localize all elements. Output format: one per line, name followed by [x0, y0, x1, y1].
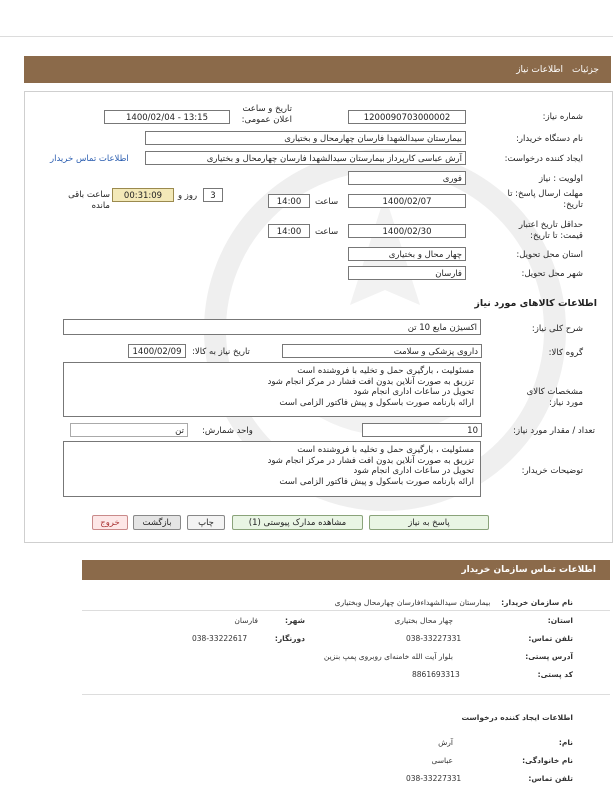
view-attachments-button[interactable]: مشاهده مدارک پیوستی (1) [232, 515, 363, 530]
validity-label: حداقل تاریخ اعتبار قیمت: تا تاریخ: [518, 220, 583, 241]
remaining-time-field: 00:31:09 [112, 188, 174, 202]
requester-first-name-value: آرش [438, 738, 453, 747]
priority-label: اولویت : نیاز [538, 174, 583, 184]
buyer-org-label: نام دستگاه خریدار: [516, 134, 583, 144]
requester-field: آرش عباسی کارپرداز بیمارستان سیدالشهدا فارسان چهارمحال و بختیاری [145, 151, 466, 165]
need-number-label: شماره نیاز: [542, 112, 583, 122]
notes-line: مسئولیت ، بارگیری حمل و تخلیه با فروشنده است [297, 445, 474, 455]
page-header [24, 56, 611, 83]
contact-phone-label: تلفن تماس: [528, 634, 573, 643]
specs-line: مسئولیت ، بارگیری حمل و تخلیه با فروشنده است [297, 366, 474, 376]
requester-last-name-value: عباسی [431, 756, 453, 765]
contact-org-row [53, 598, 573, 608]
contact-org-value: بیمارستان سیدالشهداءفارسان چهارمحال وبختیاری [334, 598, 491, 607]
quantity-field: 10 [362, 423, 482, 437]
buyer-notes-textarea [63, 441, 481, 497]
delivery-province-label: استان محل تحویل: [516, 250, 583, 260]
deadline-label: مهلت ارسال پاسخ: تا تاریخ: [507, 189, 583, 210]
contact-fax-label: دورنگار: [274, 634, 305, 643]
buyer-contact-link[interactable]: اطلاعات تماس خریدار [50, 154, 129, 164]
specs-textarea [63, 362, 481, 417]
buyer-org-field: بیمارستان سیدالشهدا فارسان چهارمحال و بختیاری [145, 131, 466, 145]
breadcrumb-details[interactable]: جزئیات [572, 65, 599, 75]
requester-first-name-label: نام: [558, 738, 573, 747]
requester-phone-label: تلفن تماس: [528, 774, 573, 783]
unit-label: واحد شمارش: [202, 426, 253, 436]
requester-label: ایجاد کننده درخواست: [504, 154, 583, 164]
breadcrumb-need-info[interactable]: اطلاعات نیاز [516, 65, 563, 75]
deadline-date-field: 1400/02/07 [348, 194, 466, 208]
contact-postal-label: کد پستی: [537, 670, 573, 679]
buyer-notes-label: توضیحات خریدار: [521, 466, 583, 476]
specs-label: مشخصات کالای مورد نیاز: [526, 387, 583, 408]
unit-field: تن [70, 423, 188, 437]
contact-address-value: بلوار آیت الله خامنه‌ای روبروی پمپ بنزین [323, 652, 453, 661]
goods-group-label: گروه کالا: [548, 348, 583, 358]
priority-field: فوری [348, 171, 466, 185]
specs-line: تزریق به صورت آنلاین بدون افت فشار در مرکز انجام شود [267, 376, 474, 387]
need-date-label: تاریخ نیاز به کالا: [192, 347, 250, 357]
requester-last-name-label: نام خانوادگی: [522, 756, 573, 765]
print-button[interactable]: چاپ [187, 515, 225, 530]
requester-info-title: اطلاعات ایجاد کننده درخواست [461, 713, 573, 722]
deadline-time-label: ساعت [315, 197, 339, 207]
specs-line: ارائه بارنامه صورت باسکول و پیش فاکتور الزامی است [279, 397, 474, 408]
validity-time-label: ساعت [315, 227, 339, 237]
notes-line: تزریق به صورت آنلاین بدون افت فشار در مرکز انجام شود [267, 455, 474, 466]
contact-section-header [82, 560, 610, 580]
contact-separator [82, 610, 610, 611]
remaining-label: ساعت باقی مانده [68, 190, 110, 211]
contact-city-label: شهر: [285, 616, 305, 625]
contact-fax-value: 038-33222617 [192, 634, 248, 643]
top-divider [0, 36, 613, 37]
announce-date-field: 1400/02/04 - 13:15 [104, 110, 230, 124]
validity-date-field: 1400/02/30 [348, 224, 466, 238]
contact-city-value: فارسان [234, 616, 258, 625]
need-summary-field: اکسیژن مایع 10 تن [63, 319, 481, 335]
validity-time-field: 14:00 [268, 224, 310, 238]
notes-line: تحویل در ساعات اداری انجام شود [353, 466, 474, 476]
days-label: روز و [178, 191, 198, 201]
delivery-city-field: فارسان [348, 266, 466, 280]
specs-line: تحویل در ساعات اداری انجام شود [353, 387, 474, 397]
contact-address-label: آدرس پستی: [525, 652, 573, 661]
delivery-city-label: شهر محل تحویل: [521, 269, 583, 279]
goods-section-title: اطلاعات کالاهای مورد نیاز [474, 298, 597, 309]
back-button[interactable]: بازگشت [133, 515, 181, 530]
requester-phone-value: 038-33227331 [406, 774, 462, 783]
contact-org-label: نام سازمان خریدار: [501, 598, 573, 607]
contact-province-value: چهار محال بختیاری [394, 616, 453, 625]
contact-section-title: اطلاعات تماس سازمان خریدار [461, 565, 596, 575]
notes-line: ارائه بارنامه صورت باسکول و پیش فاکتور الزامی است [279, 476, 474, 487]
goods-group-field: داروی پزشکی و سلامت [282, 344, 482, 358]
deadline-time-field: 14:00 [268, 194, 310, 208]
contact-separator [82, 694, 610, 695]
exit-button[interactable]: خروج [92, 515, 128, 530]
need-summary-label: شرح کلی نیاز: [531, 324, 583, 334]
delivery-province-field: چهار محال و بختیاری [348, 247, 466, 261]
quantity-label: تعداد / مقدار مورد نیاز: [513, 426, 595, 436]
announce-date-label: تاریخ و ساعت اعلان عمومی: [241, 104, 292, 125]
days-remaining-field: 3 [203, 188, 223, 202]
contact-province-label: استان: [547, 616, 573, 625]
reply-to-need-button[interactable]: پاسخ به نیاز [369, 515, 489, 530]
contact-phone-value: 038-33227331 [406, 634, 462, 643]
need-date-field: 1400/02/09 [128, 344, 186, 358]
contact-postal-value: 8861693313 [412, 670, 460, 679]
need-number-field: 1200090703000002 [348, 110, 466, 124]
